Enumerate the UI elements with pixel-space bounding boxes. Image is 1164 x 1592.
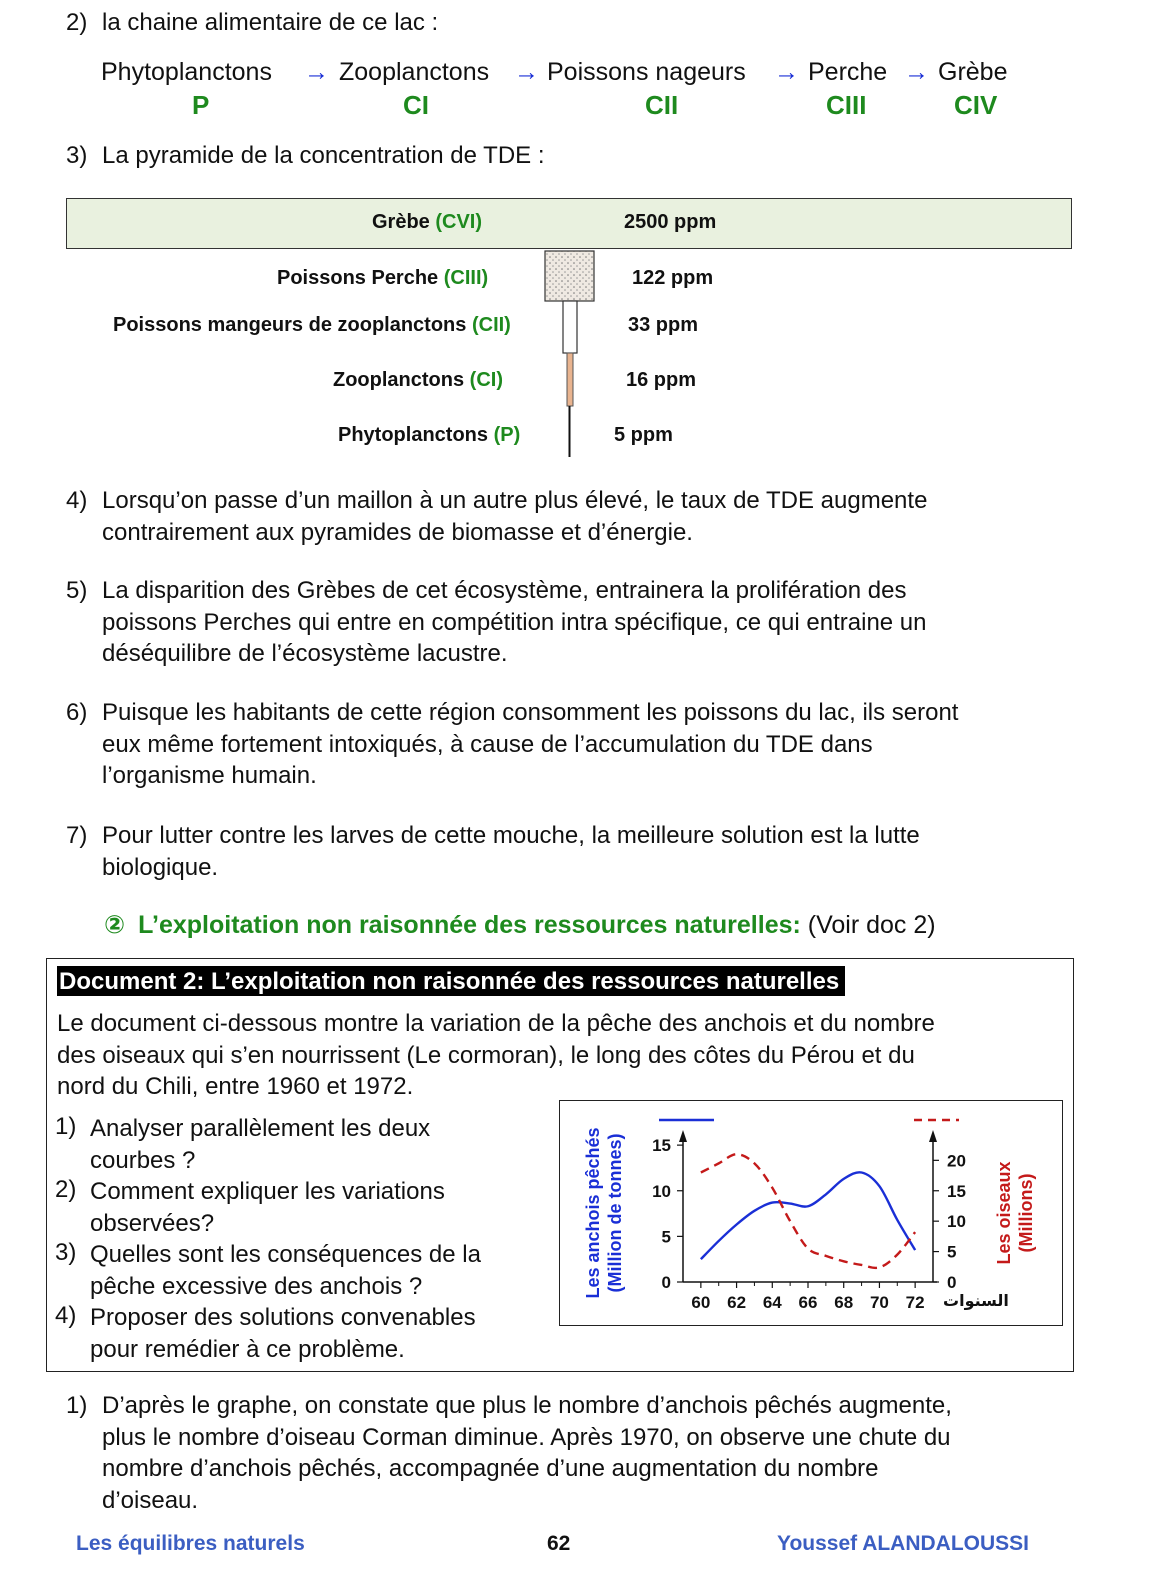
pyramid-label-poissons-mangeurs: Poissons mangeurs de zooplanctons (CII) [113, 314, 511, 336]
x-tick-label: 70 [869, 1293, 889, 1312]
pyramid-label-grebe: Grèbe (CVI) [372, 211, 483, 233]
answer-number: 6) [66, 699, 88, 726]
footer-author: Youssef ALANDALOUSSI [777, 1532, 1030, 1555]
intro-line: Le document ci-dessous montre la variation de la pêche des anchois et du nombre [57, 1010, 935, 1037]
answer-number: 5) [66, 577, 88, 604]
y-right-axis-label: Les oiseaux (Millions) [994, 1161, 1036, 1265]
chain-level-cii: CII [645, 90, 679, 120]
answer-line: contrairement aux pyramides de biomasse et d’énergie. [102, 518, 693, 546]
pyramid-value-grebe: 2500 ppm [624, 211, 717, 233]
y-right-tick-label: 15 [947, 1181, 966, 1201]
answer-line: plus le nombre d’oiseau Corman diminue. Après 1970, on observe une chute du [102, 1423, 951, 1451]
y-axis-right-arrow-icon [929, 1130, 937, 1142]
chain-item-grebe: Grèbe [938, 58, 1008, 86]
pyramid-label-phytoplanctons: Phytoplanctons (P) [338, 424, 521, 446]
question-number: 2) [55, 1176, 77, 1203]
y-left-tick-label: 5 [661, 1227, 671, 1247]
chain-level-ciii: CIII [826, 90, 867, 120]
y-right-tick-label: 10 [947, 1212, 966, 1232]
x-tick-label: 68 [834, 1293, 854, 1312]
y-left-tick-label: 0 [661, 1273, 671, 1292]
answer-number: 1) [66, 1392, 88, 1419]
answer-line: l’organisme humain. [102, 762, 317, 789]
section-2-number: 2) [66, 9, 88, 36]
anchois-oiseaux-chart [559, 1100, 1063, 1326]
x-tick-label: 62 [727, 1293, 747, 1312]
y-right-tick-label: 5 [947, 1242, 957, 1262]
answer-line: eux même fortement intoxiqués, à cause de l’accumulation du TDE dans [102, 730, 873, 758]
x-tick-label: 60 [691, 1293, 711, 1312]
footer-left: Les équilibres naturels [76, 1532, 305, 1555]
chain-arrow-icon: → [904, 58, 929, 86]
section-3-text: La pyramide de la concentration de TDE : [102, 142, 545, 169]
pyramid-value-perche: 122 ppm [632, 267, 714, 289]
pyramid-value-phytoplanctons: 5 ppm [614, 424, 673, 446]
question-number: 3) [55, 1239, 77, 1266]
y-left-tick-label: 15 [652, 1136, 671, 1156]
pyramid-bar-perche [545, 251, 594, 301]
answer-line: D’après le graphe, on constate que plus le nombre d’anchois pêchés augmente, [102, 1392, 952, 1419]
document-2-title: Document 2: L’exploitation non raisonnée des ressources naturelles [57, 966, 845, 996]
section-3-heading [66, 140, 545, 172]
intro-line: des oiseaux qui s’en nourrissent (Le cormoran), le long des côtes du Pérou et du [57, 1041, 915, 1069]
question-number: 1) [55, 1113, 77, 1140]
section-2-text: la chaine alimentaire de ce lac : [102, 9, 439, 36]
y-left-tick-label: 10 [652, 1181, 671, 1201]
chain-item-perche: Perche [808, 58, 888, 86]
x-axis-label: السنوات [943, 1291, 1009, 1310]
footer-page-number: 62 [547, 1532, 571, 1555]
answer-number: 7) [66, 822, 88, 849]
answer-line: La disparition des Grèbes de cet écosystème, entrainera la prolifération des [102, 577, 907, 604]
series-line-oiseaux [701, 1154, 915, 1268]
question-number: 4) [55, 1302, 77, 1329]
subheading [104, 909, 936, 941]
x-tick-label: 64 [762, 1293, 782, 1312]
series-line-anchois [701, 1172, 915, 1259]
pyramid-bar-poissons-mangeurs [563, 301, 577, 353]
document-2-intro [57, 1008, 935, 1103]
pyramid-value-zooplanctons: 16 ppm [626, 369, 697, 391]
y-left-axis-label: Les anchois pêchés (Million de tonnes) [583, 1127, 625, 1299]
subheading-title: L’exploitation non raisonnée des ressources naturelles: [138, 911, 801, 939]
question-line: Comment expliquer les variations [90, 1178, 445, 1205]
x-tick-label: 72 [905, 1293, 925, 1312]
chain-arrow-icon: → [774, 58, 799, 86]
question-line: Analyser parallèlement les deux [90, 1115, 431, 1142]
pyramid-value-poissons-mangeurs: 33 ppm [628, 314, 699, 336]
y-axis-left-arrow-icon [679, 1130, 687, 1142]
question-line: Quelles sont les conséquences de la [90, 1241, 481, 1268]
chain-item-phytoplanctons: Phytoplanctons [101, 58, 272, 86]
pyramid-bars [530, 249, 610, 461]
answer-line: Lorsqu’on passe d’un maillon à un autre plus élevé, le taux de TDE augmente [102, 487, 928, 514]
chain-level-ci: CI [403, 90, 429, 120]
x-tick-label: 66 [798, 1293, 818, 1312]
subheading-ref: (Voir doc 2) [800, 911, 936, 939]
answer-line: Puisque les habitants de cette région consomment les poissons du lac, ils seront [102, 699, 959, 726]
question-line: pêche excessive des anchois ? [90, 1272, 423, 1300]
y-right-tick-label: 0 [947, 1273, 957, 1292]
pyramid-label-perche: Poissons Perche (CIII) [277, 267, 489, 289]
chain-arrow-icon: → [304, 58, 329, 86]
question-line: observées? [90, 1209, 215, 1237]
answer-line: biologique. [102, 853, 219, 881]
answer-line: Pour lutter contre les larves de cette mouche, la meilleure solution est la lutte [102, 822, 920, 849]
answer-line: déséquilibre de l’écosystème lacustre. [102, 640, 508, 667]
chain-arrow-icon: → [514, 58, 539, 86]
question-line: Proposer des solutions convenables [90, 1304, 476, 1331]
chain-item-poissons-nageurs: Poissons nageurs [547, 58, 746, 86]
chain-level-civ: CIV [954, 90, 998, 120]
question-line: pour remédier à ce problème. [90, 1335, 405, 1363]
answer-number: 4) [66, 487, 88, 514]
subheading-marker-icon: ② [104, 911, 126, 939]
question-line: courbes ? [90, 1146, 196, 1174]
chain-item-zooplanctons: Zooplanctons [339, 58, 490, 86]
pyramid-bar-grebe [66, 198, 1072, 249]
answer-line: nombre d’anchois pêchés, accompagnée d’une augmentation du nombre [102, 1455, 879, 1482]
y-right-tick-label: 20 [947, 1151, 966, 1171]
answer-line: poissons Perches qui entre en compétition intra spécifique, ce qui entraine un [102, 608, 927, 636]
intro-line: nord du Chili, entre 1960 et 1972. [57, 1073, 414, 1100]
pyramid-label-zooplanctons: Zooplanctons (CI) [333, 369, 503, 391]
pyramid-bar-zooplanctons [567, 353, 573, 406]
chain-level-p: P [192, 90, 210, 120]
section-3-number: 3) [66, 142, 88, 169]
section-2-heading [66, 7, 438, 39]
answer-line: d’oiseau. [102, 1486, 199, 1514]
